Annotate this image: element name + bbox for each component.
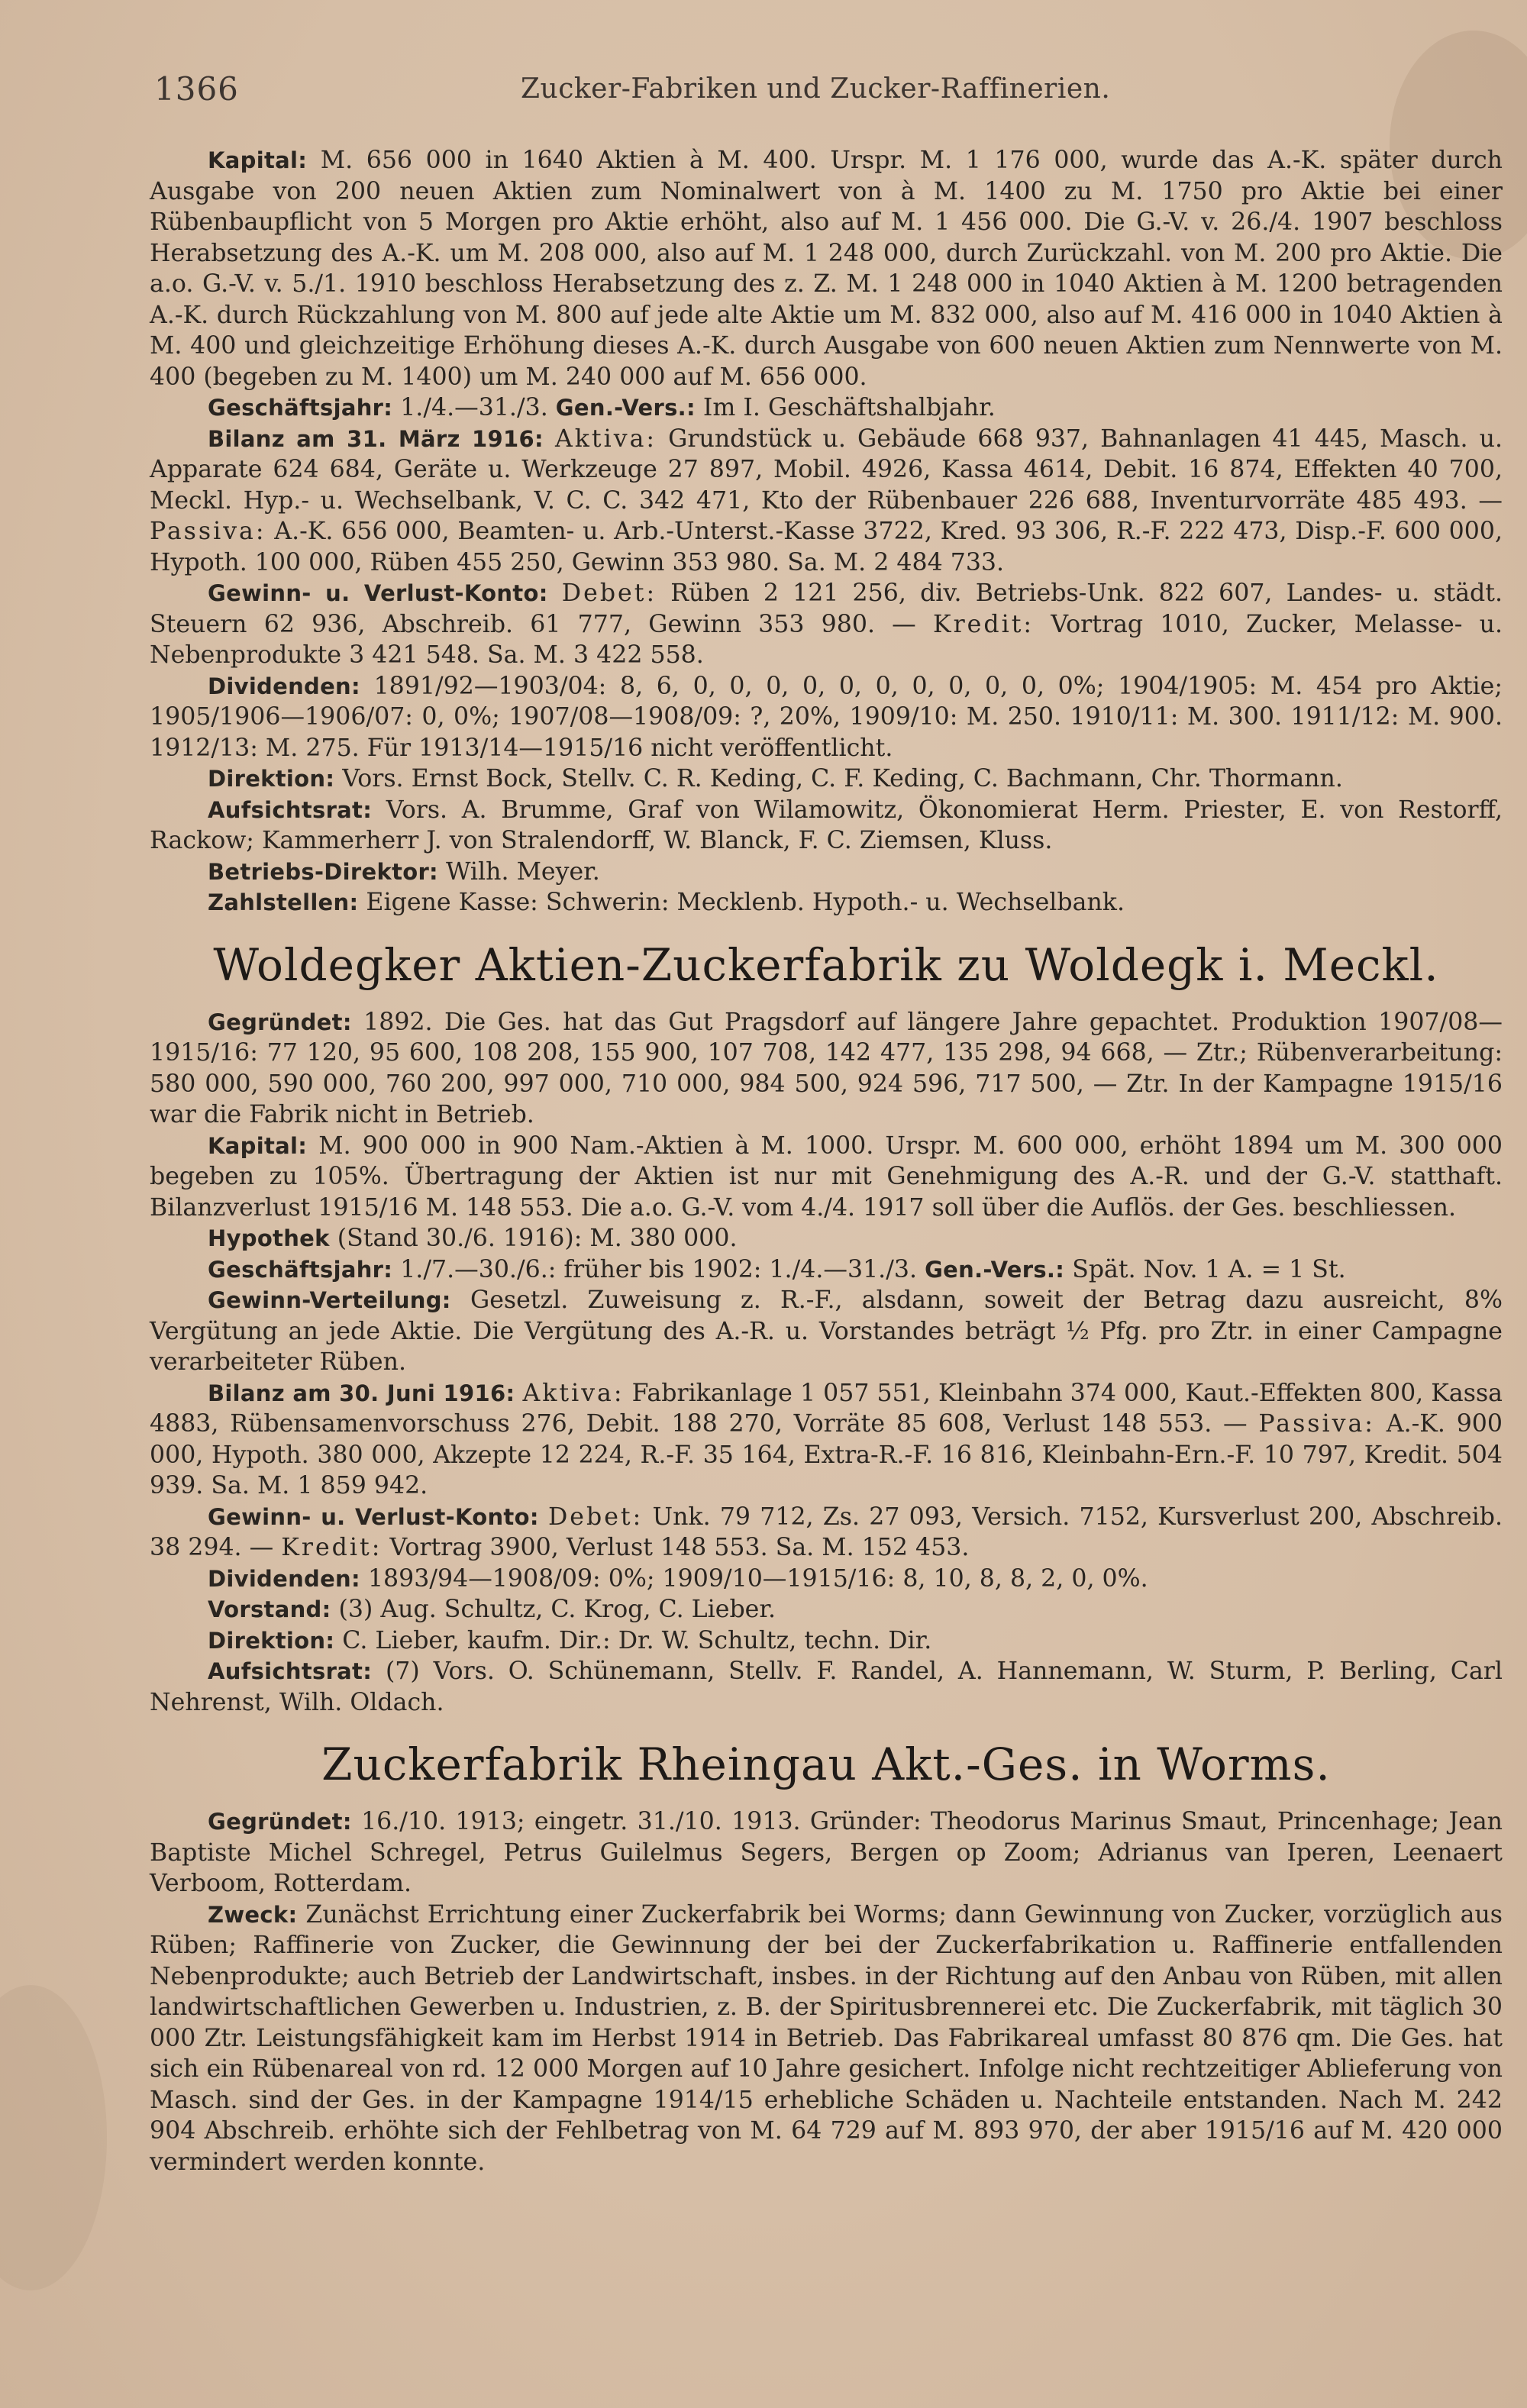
page-header: [154, 70, 1481, 116]
field-label: Gen.-Vers.:: [925, 1256, 1065, 1283]
field-text: 1./4.—31./3.: [400, 394, 548, 421]
field-text: Grundstück u. Gebäude 668 937, Bahnanlagen 41 445, Masch. u. Apparate 624 684, Geräte u. Werkzeuge 27 897, Mobil. 4926, Kassa 4614, Debit. 16 874, Effekten 40 700, Meckl. Hyp.- u. Wechselbank, V. C. C. 342 471, Kto der Rübenbauer 226 688, Inventurvorräte 485 493. —: [150, 424, 1503, 515]
paper-stain: [0, 1985, 107, 2290]
entry-direktion: [150, 1625, 1503, 1657]
field-text: (7) Vors. O. Schünemann, Stellv. F. Randel, A. Hannemann, W. Sturm, P. Berling, Carl Nehrenst, Wilh. Oldach.: [150, 1658, 1503, 1716]
field-label: Zweck:: [208, 1901, 298, 1928]
field-label: Hypothek: [208, 1225, 330, 1251]
field-text: M. 656 000 in 1640 Aktien à M. 400. Urspr. M. 1 176 000, wurde das A.-K. später durch Ausgabe von 200 neuen Aktien zum Nominalwert von à M. 1400 zu M. 1750 pro Aktie bei einer Rübenbaupflicht von 5 Morgen pro Aktie erhöht, also auf M. 1 456 000. Die G.-V. v. 26./4. 1907 beschloss Herabsetzung des A.-K. um M. 208 000, also auf M. 1 248 000, durch Zurückzahl. von M. 200 pro Aktie. Die a.o. G.-V. v. 5./1. 1910 beschloss Herabsetzung des z. Z. M. 1 248 000 in 1040 Aktien à M. 1200 betragenden A.-K. durch Rückzahlung von M. 800 auf jede alte Aktie um M. 832 000, also auf M. 416 000 in 1040 Aktien à M. 400 und gleichzeitige Erhöhung dieses A.-K. durch Ausgabe von 600 neuen Aktien zum Nennwerte von M. 400 (begeben zu M. 1400) um M. 240 000 auf M. 656 000.: [150, 147, 1503, 391]
field-text: Im I. Geschäftshalbjahr.: [702, 394, 996, 421]
field-label: Bilanz am 31. März 1916:: [208, 425, 544, 452]
field-label: Direktion:: [208, 1627, 335, 1654]
field-label: Vorstand:: [208, 1596, 331, 1622]
entry-gewinn-verteilung: [150, 1285, 1503, 1378]
entry-dividenden: [150, 1564, 1503, 1595]
entry-kapital: [150, 1131, 1503, 1224]
entry-gegruendet: [150, 1806, 1503, 1900]
field-text: Wilh. Meyer.: [446, 857, 600, 886]
field-text: Unk. 79 712, Zs. 27 093, Versich. 7152, Kursverlust 200, Abschreib. 38 294. —: [150, 1503, 1503, 1561]
field-label: Gen.-Vers.:: [555, 395, 696, 421]
field-text: A.-K. 900 000, Hypoth. 380 000, Akzepte 12 224, R.-F. 35 164, Extra-R.-F. 16 816, Kleinbahn-Ern.-F. 10 797, Kredit. 504 939. Sa. M. 1 859 942.: [150, 1410, 1503, 1499]
field-text: 1891/92—1903/04: 8, 6, 0, 0, 0, 0, 0, 0, 0, 0, 0, 0, 0%; 1904/1905: M. 454 pro Aktie; 1905/1906—1906/07: 0, 0%; 1907/08—1908/09: ?, 20%, 1909/10: M. 250. 1910/11: M. 300. 1911/12: M. 900. 1912/13: M. 275. Für 1913/14—1915/16 nicht veröffentlicht.: [150, 672, 1503, 762]
field-text: 16./10. 1913; eingetr. 31./10. 1913. Gründer: Theodorus Marinus Smaut, Princenhage; Jean Baptiste Michel Schregel, Petrus Guilelmus Segers, Bergen op Zoom; Adrianus van Iperen, Leenaert Verboom, Rotterdam.: [150, 1808, 1503, 1897]
entry-kapital: [150, 145, 1503, 392]
entry-gegruendet: [150, 1007, 1503, 1131]
entry-direktion: [150, 763, 1503, 795]
field-text: (3) Aug. Schultz, C. Krog, C. Lieber.: [338, 1596, 776, 1623]
field-text: 1892. Die Ges. hat das Gut Pragsdorf auf längere Jahre gepachtet. Produktion 1907/08—1915/16: 77 120, 95 600, 108 208, 155 900, 107 708, 142 477, 135 298, 94 668, — Ztr.; Rübenverarbeitung: 580 000, 590 000, 760 200, 997 000, 710 000, 984 500, 924 596, 717 500, — Ztr. In der Kampagne 1915/16 war die Fabrik nicht in Betrieb.: [150, 1008, 1503, 1128]
entry-zahlstellen: [150, 887, 1503, 918]
subfield-label: Kredit:: [932, 610, 1035, 638]
company-title: Woldegker Aktien-Zuckerfabrik zu Woldegk i. Meckl.: [213, 938, 1439, 991]
subfield-label: Aktiva:: [554, 424, 657, 453]
field-text: C. Lieber, kaufm. Dir.: Dr. W. Schultz, techn. Dir.: [342, 1626, 932, 1654]
field-text: Vortrag 3900, Verlust 148 553. Sa. M. 152 453.: [389, 1534, 970, 1561]
entry-gewinn-verlust: [150, 578, 1503, 671]
field-label: Gegründet:: [208, 1009, 352, 1035]
subfield-label: Kredit:: [281, 1534, 383, 1561]
field-label: Kapital:: [208, 1132, 308, 1159]
field-label: Gewinn-Verteilung:: [208, 1287, 451, 1313]
field-label: Kapital:: [208, 147, 308, 173]
field-label: Geschäftsjahr:: [208, 1256, 393, 1283]
field-label: Direktion:: [208, 766, 335, 792]
entry-geschaeftsjahr: [150, 1254, 1503, 1286]
field-text: Vors. Ernst Bock, Stellv. C. R. Keding, C. F. Keding, C. Bachmann, Chr. Thormann.: [342, 765, 1343, 792]
field-label: Gegründet:: [208, 1809, 352, 1835]
field-text: Vors. A. Brumme, Graf von Wilamowitz, Ökonomierat Herm. Priester, E. von Restorff, Rackow; Kammerherr J. von Stralendorff, W. Blanck, F. C. Ziemsen, Kluss.: [150, 796, 1503, 854]
field-text: 1./7.—30./6.: früher bis 1902: 1./4.—31./3.: [400, 1255, 918, 1283]
field-label: Zahlstellen:: [208, 889, 359, 915]
field-label: Gewinn- u. Verlust-Konto:: [208, 580, 548, 606]
entry-geschaeftsjahr: [150, 392, 1503, 424]
field-label: Aufsichtsrat:: [208, 1658, 373, 1684]
entry-bilanz: [150, 424, 1503, 579]
entry-dividenden: [150, 671, 1503, 764]
field-label: Geschäftsjahr:: [208, 395, 393, 421]
subfield-label: Debet:: [547, 1503, 644, 1531]
field-label: Gewinn- u. Verlust-Konto:: [208, 1503, 539, 1530]
subfield-label: Debet:: [561, 579, 657, 607]
subfield-label: Aktiva:: [522, 1379, 625, 1407]
entry-vorstand: [150, 1594, 1503, 1625]
entry-betriebs-direktor: [150, 857, 1503, 888]
subfield-label: Passiva:: [150, 518, 266, 545]
field-label: Dividenden:: [208, 673, 360, 699]
field-text: M. 900 000 in 900 Nam.-Aktien à M. 1000. Urspr. M. 600 000, erhöht 1894 um M. 300 000 begeben zu 105%. Übertragung der Aktien ist nur mit Genehmigung des A.-R. und der G.-V. statthaft. Bilanzverlust 1915/16 M. 148 553. Die a.o. G.-V. vom 4./4. 1917 soll über die Auflös. der Ges. beschliessen.: [150, 1131, 1503, 1222]
entry-aufsichtsrat: [150, 1656, 1503, 1718]
field-text: 1893/94—1908/09: 0%; 1909/10—1915/16: 8, 10, 8, 8, 2, 0, 0%.: [367, 1564, 1148, 1593]
field-text: Vortrag 1010, Zucker, Melasse- u. Nebenprodukte 3 421 548. Sa. M. 3 422 558.: [150, 610, 1503, 669]
field-text: Gesetzl. Zuweisung z. R.-F., alsdann, soweit der Betrag dazu ausreicht, 8% Vergütung an jede Aktie. Die Vergütung des A.-R. u. Vorstandes beträgt ½ Pfg. pro Ztr. in einer Campagne verarbeiteter Rüben.: [150, 1286, 1503, 1376]
company-title: Zuckerfabrik Rheingau Akt.-Ges. in Worms.: [321, 1738, 1331, 1790]
field-text: Eigene Kasse: Schwerin: Mecklenb. Hypoth.- u. Wechselbank.: [366, 889, 1125, 916]
page-number: 1366: [154, 70, 239, 108]
field-label: Betriebs-Direktor:: [208, 858, 438, 885]
field-text: Fabrikanlage 1 057 551, Kleinbahn 374 000, Kaut.-Effekten 800, Kassa 4883, Rübensamenvorschuss 276, Debit. 188 270, Vorräte 85 608, Verlust 148 553. —: [150, 1379, 1503, 1438]
entry-aufsichtsrat: [150, 795, 1503, 857]
field-label: Dividenden:: [208, 1565, 360, 1592]
page-content: [150, 145, 1503, 2177]
subfield-label: Passiva:: [1258, 1410, 1375, 1438]
field-text: Zunächst Errichtung einer Zuckerfabrik bei Worms; dann Gewinnung von Zucker, vorzüglich aus Rüben; Raffinerie von Zucker, die Gewinnung der bei der Zuckerfabrikation u. Raffinerie entfallenden Nebenprodukte; auch Betrieb der Landwirtschaft, insbes. in der Richtung auf den Anbau von Rüben, mit allen landwirtschaftlichen Gewerben u. Industrien, z. B. der Spiritusbrennerei etc. Die Zuckerfabrik, mit täglich 30 000 Ztr. Leistungsfähigkeit kam im Herbst 1914 in Betrieb. Das Fabrikareal umfasst 80 876 qm. Die Ges. hat sich ein Rübenareal von rd. 12 000 Morgen auf 10 Jahre gesichert. Infolge nicht rechtzeitiger Ablieferung von Masch. sind der Ges. in der Kampagne 1914/15 erhebliche Schäden u. Nachteile entstanden. Nach M. 242 904 Abschreib. erhöhte sich der Fehlbetrag von M. 64 729 auf M. 893 970, der aber 1915/16 auf M. 420 000 vermindert werden konnte.: [150, 1900, 1503, 2176]
field-text: Rüben 2 121 256, div. Betriebs-Unk. 822 607, Landes- u. städt. Steuern 62 936, Abschreib. 61 777, Gewinn 353 980. —: [150, 579, 1503, 638]
field-text: A.-K. 656 000, Beamten- u. Arb.-Unterst.-Kasse 3722, Kred. 93 306, R.-F. 222 473, Disp.-F. 600 000, Hypoth. 100 000, Rüben 455 250, Gewinn 353 980. Sa. M. 2 484 733.: [150, 518, 1503, 576]
field-label: Aufsichtsrat:: [208, 796, 373, 823]
field-text: Spät. Nov. 1 A. = 1 St.: [1072, 1255, 1346, 1283]
entry-gewinn-verlust: [150, 1502, 1503, 1564]
entry-zweck: [150, 1900, 1503, 2178]
running-head: Zucker-Fabriken und Zucker-Raffinerien.: [521, 73, 1111, 105]
field-text: (Stand 30./6. 1916): M. 380 000.: [337, 1225, 738, 1252]
entry-bilanz: [150, 1378, 1503, 1502]
field-label: Bilanz am 30. Juni 1916:: [208, 1380, 515, 1406]
entry-hypothek: [150, 1223, 1503, 1254]
